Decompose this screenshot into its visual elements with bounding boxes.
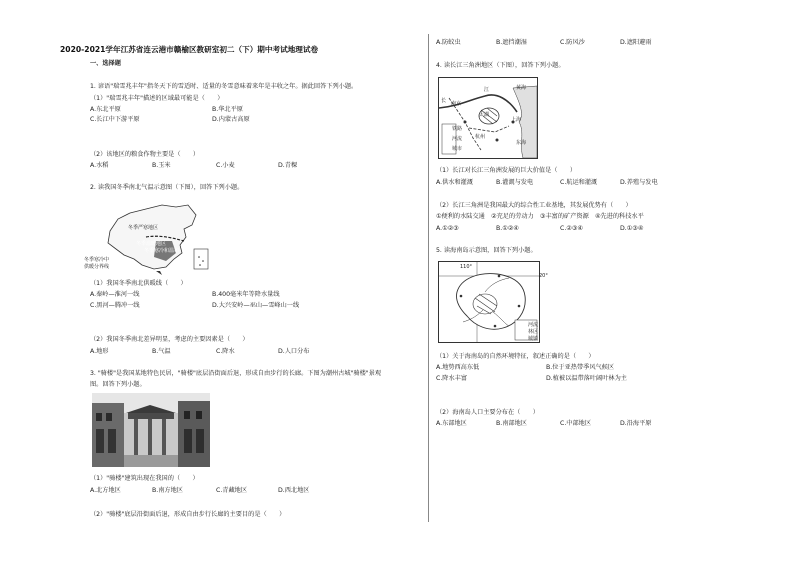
legend-forest: 林区	[528, 329, 539, 335]
q1-sub1-opt-b[interactable]: B.华北平原	[212, 106, 243, 113]
legend-city: 城市	[452, 146, 463, 152]
q3-sub1-opt-d[interactable]: D.西北地区	[278, 487, 310, 494]
q1-sub2-opt-d[interactable]: D.青稞	[278, 162, 298, 169]
q3-sub2-opt-a[interactable]: A.防蚊虫	[436, 39, 461, 46]
q2-sub2-opt-a[interactable]: A.地形	[90, 348, 109, 355]
section-heading: 一、选择题	[90, 60, 121, 67]
legend-railway: 铁路	[452, 126, 463, 132]
map-label-warm: 冬季温暖地区	[136, 241, 167, 247]
q5-sub1-opt-b[interactable]: B.位于亚热带季风气候区	[546, 364, 615, 371]
map-label-cold-mild: 冬季寒冷和温和	[144, 248, 180, 254]
q3-sub2-opt-c[interactable]: C.防风沙	[560, 39, 585, 46]
q2-sub2-opt-b[interactable]: B.气温	[152, 348, 171, 355]
q5-sub1: （1）关于海南岛的自然环境特征，叙述正确的是（ ）	[436, 353, 595, 360]
q2-sub1-opt-d[interactable]: D.大兴安岭—巫山—雪峰山一线	[212, 302, 300, 309]
q4-sub2-opt-a[interactable]: A.①②③	[436, 225, 459, 232]
q1-sub2-opt-c[interactable]: C.小麦	[216, 162, 235, 169]
q5-sub2-opt-b[interactable]: B.南部地区	[496, 420, 527, 427]
q5-sub2-opt-d[interactable]: D.沿海平原	[620, 420, 652, 427]
map-label-donghai: 东海	[516, 140, 527, 146]
q1-sub2: （2）该地区的粮食作物主要是（ ）	[90, 151, 200, 158]
q2-sub2-opt-c[interactable]: C.降水	[216, 348, 235, 355]
map-label-huanghai: 黄海	[516, 85, 527, 91]
q3-sub2-opt-b[interactable]: B.遮挡潮湿	[496, 39, 527, 46]
q1-sub1-opt-d[interactable]: D.内蒙古高原	[212, 116, 250, 123]
map-label-nanjing: 南京	[451, 101, 462, 107]
map-label-latitude: 20°	[539, 273, 548, 279]
map-label-severe-cold: 冬季严寒地区	[128, 225, 159, 231]
q2-sub1-opt-a[interactable]: A.秦岭—淮河一线	[90, 291, 140, 298]
hainan-island-map	[438, 261, 540, 343]
q1-sub1-opt-a[interactable]: A.东北平原	[90, 106, 121, 113]
q2-stem: 2. 读我国冬季南北气温示意图（下图），回答下列小题。	[90, 184, 244, 191]
q1-sub1-opt-c[interactable]: C.长江中下游平原	[90, 116, 140, 123]
q3-sub1: （1）"骑楼"建筑出现在我国的（ ）	[90, 475, 199, 482]
q3-sub1-opt-c[interactable]: C.青藏地区	[216, 487, 248, 494]
map-label-longitude: 110°	[460, 264, 473, 270]
q4-sub2-opt-d[interactable]: D.①③④	[620, 225, 644, 232]
q5-sub1-opt-a[interactable]: A.地势西高东低	[436, 364, 480, 371]
q5-sub1-opt-c[interactable]: C.降水丰富	[436, 375, 468, 382]
q5-sub2-opt-a[interactable]: A.东部地区	[436, 420, 467, 427]
legend-town: 城镇	[528, 336, 539, 342]
q5-sub2: （2）海南岛人口主要分布在（ ）	[436, 409, 539, 416]
arcade-street-photo	[92, 393, 210, 467]
q1-sub2-opt-a[interactable]: A.水稻	[90, 162, 109, 169]
q4-sub1: （1）长江对长江三角洲发展的巨大价值是（ ）	[436, 167, 577, 174]
legend-river: 河流	[452, 136, 463, 142]
q4-sub1-opt-b[interactable]: B.灌溉与发电	[496, 179, 534, 186]
document-title: 2020-2021学年江苏省连云港市赣榆区教研室初二（下）期中考试地理试卷	[60, 45, 319, 54]
q4-sub2: （2）长江三角洲是我国最大的综合性工业基地，其发展优势有（ ）	[436, 202, 632, 209]
q2-sub1: （1）我国冬季南北供暖线（ ）	[90, 280, 187, 287]
q1-sub2-opt-b[interactable]: B.玉米	[152, 162, 171, 169]
map-label-shanghai: 上海	[511, 117, 522, 123]
q1-sub1: （1）"瑞雪兆丰年"描述的区域最可能是（ ）	[90, 95, 224, 102]
map-label-taihu: 太湖	[479, 112, 490, 118]
q2-sub1-opt-b[interactable]: B.400毫米年等降水量线	[212, 291, 280, 298]
china-winter-map	[96, 201, 216, 276]
map-label-cold-mid: 冬季寒冷中	[84, 257, 110, 263]
q1-stem: 1. 谚语"瑞雪兆丰年"指冬天下的雪适时、适量的冬雪意味着来年是丰收之年。据此回答下列小题。	[90, 83, 358, 90]
q3-stem-line2: 图。回答下列小题。	[90, 381, 146, 388]
q3-stem-line1: 3. "骑楼"是我国某地特色民居，"骑楼"底层沿街面后退，形成自由步行的长廊。下图为潮州古城"骑楼"景观	[90, 370, 382, 377]
column-divider	[428, 34, 429, 522]
q4-sub2-opt-c[interactable]: C.②③④	[560, 225, 583, 232]
legend-river: 河流	[528, 322, 539, 328]
q3-sub2-opt-d[interactable]: D.遮阳避雨	[620, 39, 652, 46]
q5-sub1-opt-d[interactable]: D.植被以温带落叶阔叶林为主	[546, 375, 627, 382]
q2-sub2: （2）我国冬季南北差异明显，考虑的主要因素是（ ）	[90, 336, 249, 343]
q4-sub1-opt-a[interactable]: A.供水和灌溉	[436, 179, 474, 186]
q3-sub2: （2）"骑楼"底层沿街面后退，形成自由步行长廊的主要目的是（ ）	[90, 511, 286, 518]
q3-sub1-opt-a[interactable]: A.北方地区	[90, 487, 121, 494]
map-label-hangzhou: 杭州	[475, 134, 486, 140]
q2-sub1-opt-c[interactable]: C.黑河—腾冲一线	[90, 302, 140, 309]
q5-sub2-opt-c[interactable]: C.中部地区	[560, 420, 592, 427]
q4-sub2-opt-b[interactable]: B.①②④	[496, 225, 519, 232]
q4-sub2-items: ①便利的水陆交通 ②充足的劳动力 ③丰富的矿产资源 ④先进的科技水平	[436, 213, 644, 220]
map-label-heating-line: 供暖分界线	[84, 264, 110, 270]
map-label-chang: 长	[441, 98, 447, 104]
q5-stem: 5. 读海南岛示意图，回答下列小题。	[436, 247, 537, 254]
map-label-jiang: 江	[484, 87, 490, 93]
q4-sub1-opt-c[interactable]: C.航运和灌溉	[560, 179, 598, 186]
q4-sub1-opt-d[interactable]: D.养殖与发电	[620, 179, 658, 186]
q3-sub1-opt-b[interactable]: B.南方地区	[152, 487, 183, 494]
q2-sub2-opt-d[interactable]: D.人口分布	[278, 348, 310, 355]
q4-stem: 4. 读长江三角洲地区（下图），回答下列小题。	[436, 62, 565, 69]
